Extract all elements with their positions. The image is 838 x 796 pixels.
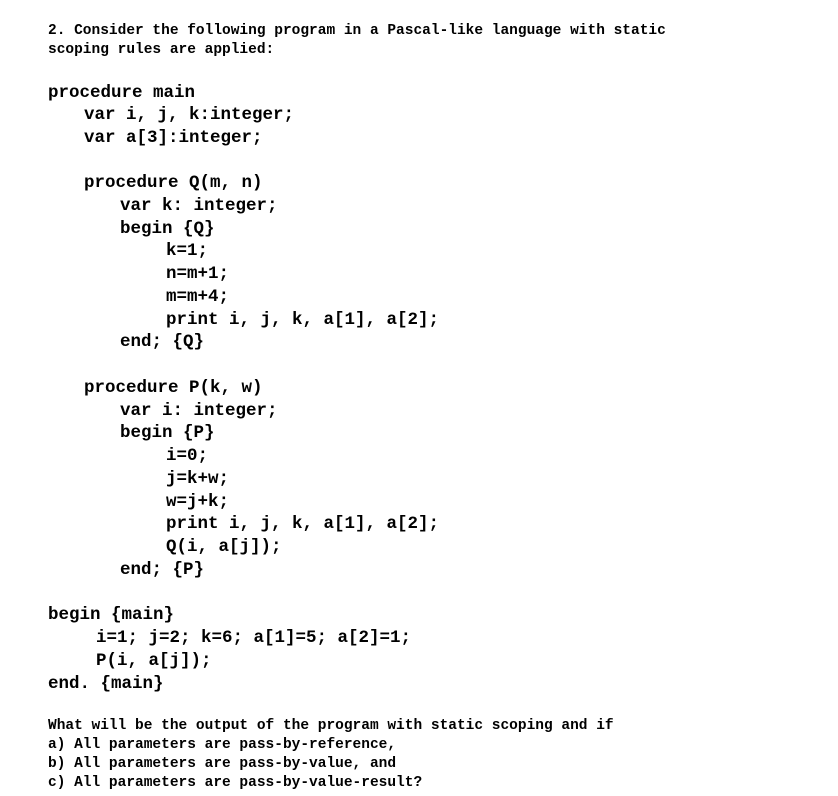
code-line: end. {main} (48, 674, 164, 694)
code-line: var k: integer; (120, 196, 278, 216)
code-line: print i, j, k, a[1], a[2]; (166, 514, 440, 534)
code-line: end; {P} (120, 560, 205, 580)
code-line: begin {Q} (120, 219, 215, 239)
question-option-b: b) All parameters are pass-by-value, and (48, 756, 397, 772)
code-line: var a[3]:integer; (84, 128, 263, 148)
problem-statement-line: scoping rules are applied: (48, 42, 275, 58)
code-line: i=0; (166, 446, 209, 466)
code-line: begin {P} (120, 423, 215, 443)
code-line: procedure main (48, 83, 196, 103)
problem-statement-line: 2. Consider the following program in a Pascal-like language with static (48, 23, 666, 39)
question-option-c: c) All parameters are pass-by-value-result? (48, 775, 423, 791)
code-line: var i, j, k:integer; (84, 105, 295, 125)
question-text (48, 717, 818, 793)
question-line: What will be the output of the program with static scoping and if (48, 718, 614, 734)
code-line: begin {main} (48, 605, 175, 625)
code-line: procedure Q(m, n) (84, 173, 263, 193)
code-line: w=j+k; (166, 492, 230, 512)
code-line: j=k+w; (166, 469, 230, 489)
code-line: procedure P(k, w) (84, 378, 263, 398)
code-line: var i: integer; (120, 401, 278, 421)
code-line: m=m+4; (166, 287, 230, 307)
question-option-a: a) All parameters are pass-by-reference, (48, 737, 397, 753)
problem-statement (48, 22, 818, 60)
code-line: k=1; (166, 241, 209, 261)
code-line: Q(i, a[j]); (166, 537, 282, 557)
code-line: print i, j, k, a[1], a[2]; (166, 310, 440, 330)
code-line: n=m+1; (166, 264, 230, 284)
code-line: P(i, a[j]); (96, 651, 212, 671)
code-line: end; {Q} (120, 332, 205, 352)
code-line: i=1; j=2; k=6; a[1]=5; a[2]=1; (96, 628, 412, 648)
